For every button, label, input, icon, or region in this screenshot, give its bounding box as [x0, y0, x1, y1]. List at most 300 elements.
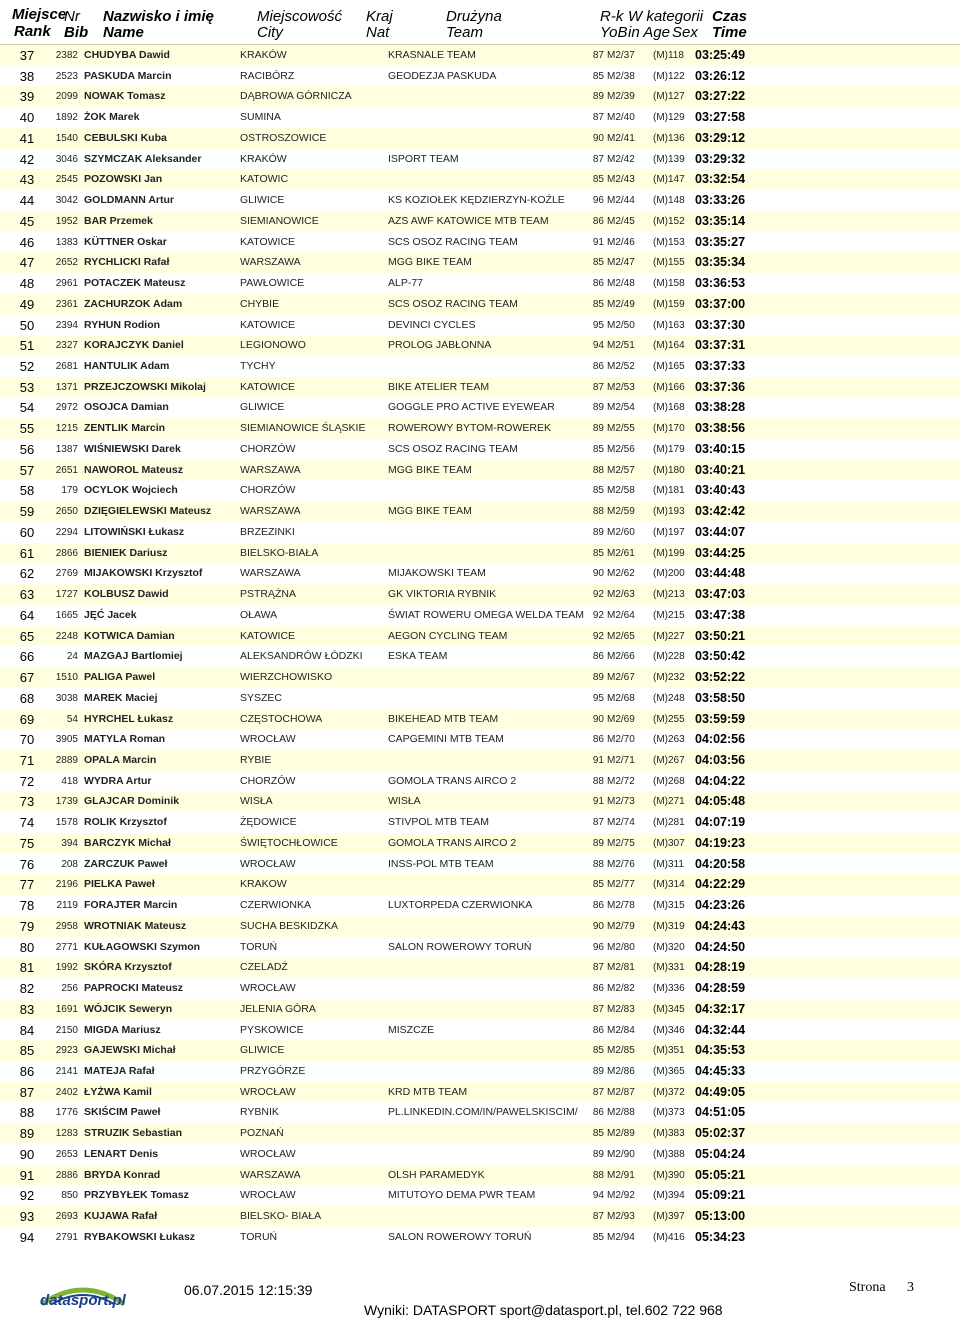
city-cell: WROCŁAW	[240, 857, 296, 870]
header-rk: R-k	[600, 8, 624, 25]
sex-rank-cell: (M)122	[653, 70, 685, 82]
results-credit: Wyniki: DATASPORT sport@datasport.pl, tel.602 722 968	[364, 1302, 723, 1318]
header-team-pl: Drużyna	[446, 8, 502, 25]
time-cell: 04:32:44	[695, 1022, 746, 1037]
team-cell: MGG BIKE TEAM	[388, 505, 472, 518]
rank-cell: 64	[19, 607, 35, 623]
yob-cell: 94	[592, 340, 604, 352]
bib-cell: 1892	[55, 112, 78, 124]
city-cell: SIEMIANOWICE	[240, 214, 319, 227]
yob-cell: 96	[592, 195, 604, 207]
bib-cell: 2382	[55, 50, 78, 61]
time-cell: 03:47:38	[695, 607, 746, 622]
result-row	[0, 833, 960, 854]
name-cell: ZARCZUK Paweł	[84, 857, 168, 870]
city-cell: ŚWIĘTOCHŁOWICE	[240, 836, 338, 849]
name-cell: PASKUDA Marcin	[84, 69, 172, 82]
city-cell: OSTROSZOWICE	[240, 131, 327, 144]
result-row	[0, 128, 960, 149]
yob-cell: 88	[592, 775, 604, 787]
yob-cell: 91	[592, 754, 604, 766]
result-row	[0, 315, 960, 336]
category-cell: M2/76	[607, 858, 635, 870]
yob-cell: 87	[592, 112, 604, 124]
category-cell: M2/86	[607, 1065, 635, 1077]
bib-cell: 2545	[55, 174, 78, 186]
rank-cell: 68	[19, 690, 35, 706]
time-cell: 04:19:23	[695, 835, 746, 850]
time-cell: 04:05:48	[695, 794, 746, 809]
bib-cell: 2651	[55, 464, 78, 476]
bib-cell: 179	[61, 485, 78, 497]
rank-cell: 74	[19, 815, 35, 831]
sex-rank-cell: (M)416	[653, 1231, 685, 1243]
name-cell: SZYMCZAK Aleksander	[84, 152, 202, 165]
yob-cell: 86	[592, 361, 604, 373]
bib-cell: 208	[61, 858, 78, 870]
print-date: 06.07.2015 12:15:39	[184, 1282, 313, 1298]
city-cell: KATOWICE	[240, 318, 296, 331]
result-row	[0, 232, 960, 253]
bib-cell: 1578	[55, 817, 78, 829]
yob-cell: 86	[592, 215, 604, 227]
bib-cell: 3905	[55, 734, 78, 746]
yob-cell: 91	[592, 236, 604, 248]
city-cell: WROCŁAW	[240, 1189, 296, 1202]
time-cell: 03:44:48	[695, 566, 746, 581]
header-cat-pl: W kategorii	[628, 8, 704, 25]
sex-rank-cell: (M)263	[653, 734, 685, 746]
sex-rank-cell: (M)255	[653, 713, 685, 725]
result-row	[0, 646, 960, 667]
team-cell: OLSH PARAMEDYK	[388, 1168, 485, 1181]
time-cell: 03:37:33	[695, 359, 746, 374]
name-cell: KOLBUSZ Dawid	[84, 588, 169, 601]
name-cell: NAWOROL Mateusz	[84, 463, 183, 476]
rank-cell: 52	[19, 359, 35, 375]
city-cell: LEGIONOWO	[240, 339, 306, 352]
yob-cell: 96	[592, 941, 604, 953]
category-cell: M2/88	[607, 1107, 635, 1119]
name-cell: DZIĘGIELEWSKI Mateusz	[84, 505, 212, 518]
name-cell: OCYLOK Wojciech	[84, 484, 178, 497]
city-cell: CHORZÓW	[240, 484, 296, 497]
name-cell: POZOWSKI Jan	[84, 173, 163, 186]
rank-cell: 87	[19, 1084, 35, 1100]
name-cell: NOWAK Tomasz	[84, 90, 166, 103]
result-row	[0, 999, 960, 1020]
name-cell: HYRCHEL Łukasz	[84, 712, 174, 725]
time-cell: 03:32:54	[695, 172, 746, 187]
team-cell: GK VIKTORIA RYBNIK	[388, 588, 497, 601]
time-cell: 04:22:29	[695, 877, 746, 892]
city-cell: BIELSKO-BIAŁA	[240, 546, 319, 559]
team-cell: PROLOG JABŁONNA	[388, 339, 492, 352]
city-cell: SIEMIANOWICE ŚLĄSKIE	[240, 422, 366, 435]
category-cell: M2/93	[607, 1211, 635, 1223]
name-cell: MATEJA Rafał	[84, 1064, 155, 1077]
time-cell: 03:44:25	[695, 545, 746, 560]
sex-rank-cell: (M)315	[653, 900, 685, 912]
rank-cell: 75	[19, 835, 35, 851]
sex-rank-cell: (M)180	[653, 464, 685, 476]
yob-cell: 87	[592, 381, 604, 393]
bib-cell: 1665	[55, 609, 78, 621]
rank-cell: 82	[19, 981, 35, 997]
bib-cell: 418	[61, 775, 78, 787]
category-cell: M2/43	[607, 174, 635, 186]
city-cell: WROCŁAW	[240, 1085, 296, 1098]
yob-cell: 90	[592, 713, 604, 725]
header-cat-en: in Age	[628, 24, 670, 41]
city-cell: POZNAŃ	[240, 1127, 284, 1140]
category-cell: M2/57	[607, 464, 635, 476]
time-cell: 05:13:00	[695, 1209, 746, 1224]
time-cell: 04:24:50	[695, 939, 746, 954]
rank-cell: 56	[19, 441, 35, 457]
header-team-en: Team	[446, 24, 483, 41]
yob-cell: 92	[592, 630, 604, 642]
time-cell: 03:44:07	[695, 524, 746, 539]
time-cell: 03:52:22	[695, 670, 746, 685]
team-cell: MGG BIKE TEAM	[388, 256, 472, 269]
time-cell: 04:23:26	[695, 898, 746, 913]
bib-cell: 2771	[55, 941, 78, 953]
rank-cell: 65	[19, 628, 35, 644]
yob-cell: 89	[592, 1148, 604, 1160]
rank-cell: 51	[19, 338, 35, 354]
sex-rank-cell: (M)267	[653, 754, 685, 766]
city-cell: KATOWIC	[240, 173, 289, 186]
header-sex: Sex	[672, 24, 698, 41]
bib-cell: 2652	[55, 257, 78, 269]
yob-cell: 89	[592, 1065, 604, 1077]
category-cell: M2/46	[607, 236, 635, 248]
category-cell: M2/84	[607, 1024, 635, 1036]
result-row	[0, 791, 960, 812]
rank-cell: 37	[19, 48, 35, 63]
name-cell: PALIGA Pawel	[84, 671, 156, 684]
sex-rank-cell: (M)147	[653, 174, 685, 186]
header-yob: YoB	[600, 24, 628, 41]
time-cell: 03:40:43	[695, 483, 746, 498]
team-cell: BIKE ATELIER TEAM	[388, 380, 490, 393]
category-cell: M2/70	[607, 734, 635, 746]
rank-cell: 50	[19, 317, 35, 333]
team-cell: ŚWIAT ROWERU OMEGA WELDA TEAM	[388, 608, 585, 621]
time-cell: 03:58:50	[695, 690, 746, 705]
rank-cell: 60	[19, 524, 35, 540]
result-row	[0, 460, 960, 481]
yob-cell: 86	[592, 734, 604, 746]
result-row	[0, 356, 960, 377]
result-row	[0, 957, 960, 978]
name-cell: KÜTTNER Oskar	[84, 235, 167, 248]
bib-cell: 2791	[55, 1231, 78, 1243]
rank-cell: 72	[19, 773, 35, 789]
category-cell: M2/78	[607, 900, 635, 912]
category-cell: M2/53	[607, 381, 635, 393]
bib-cell: 1691	[55, 1003, 78, 1015]
bib-cell: 1727	[55, 589, 78, 601]
rank-cell: 77	[19, 877, 35, 893]
name-cell: KUŁAGOWSKI Szymon	[84, 940, 201, 953]
header-bib-pl: Nr	[64, 8, 80, 25]
city-cell: SUMINA	[240, 111, 281, 124]
result-row	[0, 377, 960, 398]
city-cell: WROCŁAW	[240, 1147, 296, 1160]
name-cell: OPALA Marcin	[84, 753, 157, 766]
time-cell: 03:47:03	[695, 587, 746, 602]
city-cell: TORUŃ	[240, 940, 278, 953]
yob-cell: 86	[592, 983, 604, 995]
yob-cell: 92	[592, 589, 604, 601]
time-cell: 03:50:42	[695, 649, 746, 664]
team-cell: SALON ROWEROWY TORUŃ	[388, 940, 532, 953]
sex-rank-cell: (M)166	[653, 381, 685, 393]
time-cell: 03:35:14	[695, 213, 746, 228]
rank-cell: 76	[19, 856, 35, 872]
category-cell: M2/75	[607, 837, 635, 849]
time-cell: 05:04:24	[695, 1146, 746, 1161]
result-row	[0, 1040, 960, 1061]
rank-cell: 58	[19, 483, 35, 499]
sex-rank-cell: (M)164	[653, 340, 685, 352]
category-cell: M2/68	[607, 692, 635, 704]
sex-rank-cell: (M)159	[653, 298, 685, 310]
result-row	[0, 1082, 960, 1103]
category-cell: M2/90	[607, 1148, 635, 1160]
sex-rank-cell: (M)155	[653, 257, 685, 269]
bib-cell: 1371	[55, 381, 78, 393]
time-cell: 03:33:26	[695, 193, 746, 208]
sex-rank-cell: (M)351	[653, 1045, 685, 1057]
city-cell: CHORZÓW	[240, 442, 296, 455]
rank-cell: 46	[19, 234, 35, 250]
result-row	[0, 874, 960, 895]
yob-cell: 94	[592, 1190, 604, 1202]
sex-rank-cell: (M)228	[653, 651, 685, 663]
time-cell: 04:51:05	[695, 1105, 746, 1120]
yob-cell: 85	[592, 174, 604, 186]
rank-cell: 55	[19, 421, 35, 437]
result-row	[0, 1020, 960, 1041]
result-row	[0, 252, 960, 273]
yob-cell: 89	[592, 837, 604, 849]
category-cell: M2/87	[607, 1086, 635, 1098]
sex-rank-cell: (M)390	[653, 1169, 685, 1181]
yob-cell: 85	[592, 485, 604, 497]
name-cell: GAJEWSKI Michał	[84, 1044, 176, 1057]
time-cell: 03:29:32	[695, 151, 746, 166]
sex-rank-cell: (M)271	[653, 796, 685, 808]
result-row	[0, 543, 960, 564]
team-cell: PL.LINKEDIN.COM/IN/PAWELSKISCIM/	[388, 1106, 578, 1119]
city-cell: WARSZAWA	[240, 256, 301, 269]
time-cell: 04:03:56	[695, 752, 746, 767]
time-cell: 04:28:19	[695, 960, 746, 975]
name-cell: HANTULIK Adam	[84, 360, 170, 373]
city-cell: ALEKSANDRÓW ŁÓDZKI	[240, 650, 363, 663]
time-cell: 03:37:31	[695, 338, 746, 353]
result-row	[0, 1185, 960, 1206]
city-cell: CHORZÓW	[240, 774, 296, 787]
rank-cell: 83	[19, 1001, 35, 1017]
yob-cell: 86	[592, 900, 604, 912]
name-cell: PRZEJCZOWSKI Mikolaj	[84, 380, 206, 393]
yob-cell: 89	[592, 91, 604, 103]
name-cell: OSOJCA Damian	[84, 401, 169, 414]
result-row	[0, 563, 960, 584]
name-cell: ŻOK Marek	[84, 111, 140, 124]
rank-cell: 43	[19, 172, 35, 188]
result-row	[0, 107, 960, 128]
rank-cell: 54	[19, 400, 35, 416]
bib-cell: 2889	[55, 754, 78, 766]
bib-cell: 1387	[55, 443, 78, 455]
yob-cell: 89	[592, 423, 604, 435]
yob-cell: 92	[592, 609, 604, 621]
time-cell: 04:07:19	[695, 815, 746, 830]
sex-rank-cell: (M)158	[653, 278, 685, 290]
result-row	[0, 605, 960, 626]
sex-rank-cell: (M)213	[653, 589, 685, 601]
rank-cell: 42	[19, 151, 35, 167]
category-cell: M2/61	[607, 547, 635, 559]
time-cell: 04:24:43	[695, 918, 746, 933]
category-cell: M2/89	[607, 1128, 635, 1140]
city-cell: OŁAWA	[240, 608, 278, 621]
name-cell: KORAJCZYK Daniel	[84, 339, 184, 352]
category-cell: M2/85	[607, 1045, 635, 1057]
result-row	[0, 688, 960, 709]
yob-cell: 88	[592, 464, 604, 476]
rank-cell: 71	[19, 752, 35, 768]
page-footer	[0, 1270, 960, 1324]
time-cell: 03:40:15	[695, 441, 746, 456]
rank-cell: 90	[19, 1146, 35, 1162]
yob-cell: 85	[592, 547, 604, 559]
rank-cell: 69	[19, 711, 35, 727]
category-cell: M2/58	[607, 485, 635, 497]
sex-rank-cell: (M)215	[653, 609, 685, 621]
team-cell: MISZCZE	[388, 1023, 435, 1036]
name-cell: ZACHURZOK Adam	[84, 297, 183, 310]
result-row	[0, 86, 960, 107]
header-rank-en: Rank	[14, 23, 51, 40]
category-cell: M2/79	[607, 920, 635, 932]
rank-cell: 89	[19, 1126, 35, 1142]
sex-rank-cell: (M)268	[653, 775, 685, 787]
result-row	[0, 916, 960, 937]
rank-cell: 47	[19, 255, 35, 271]
rank-cell: 67	[19, 670, 35, 686]
name-cell: SKIŚCIM Paweł	[84, 1106, 161, 1119]
city-cell: ŻĘDOWICE	[240, 816, 297, 829]
name-cell: BIENIEK Dariusz	[84, 546, 168, 559]
rank-cell: 40	[19, 110, 35, 126]
sex-rank-cell: (M)193	[653, 506, 685, 518]
name-cell: KOTWICA Damian	[84, 629, 175, 642]
city-cell: RACIBÓRZ	[240, 69, 295, 82]
bib-cell: 1215	[55, 423, 78, 435]
city-cell: KATOWICE	[240, 235, 296, 248]
yob-cell: 85	[592, 1128, 604, 1140]
yob-cell: 86	[592, 651, 604, 663]
rank-cell: 45	[19, 213, 35, 229]
city-cell: WISŁA	[240, 795, 273, 808]
result-row	[0, 169, 960, 190]
sex-rank-cell: (M)139	[653, 153, 685, 165]
sex-rank-cell: (M)168	[653, 402, 685, 414]
bib-cell: 2886	[55, 1169, 78, 1181]
category-cell: M2/45	[607, 215, 635, 227]
team-cell: SCS OSOZ RACING TEAM	[388, 297, 518, 310]
sex-rank-cell: (M)320	[653, 941, 685, 953]
city-cell: SUCHA BESKIDZKA	[240, 919, 339, 932]
rank-cell: 73	[19, 794, 35, 810]
sex-rank-cell: (M)148	[653, 195, 685, 207]
city-cell: KRAKOW	[240, 878, 287, 891]
category-cell: M2/59	[607, 506, 635, 518]
result-row	[0, 1206, 960, 1227]
result-row	[0, 771, 960, 792]
time-cell: 04:20:58	[695, 856, 746, 871]
name-cell: WROTNIAK Mateusz	[84, 919, 187, 932]
city-cell: PAWŁOWICE	[240, 277, 305, 290]
result-row	[0, 729, 960, 750]
yob-cell: 87	[592, 1211, 604, 1223]
city-cell: TORUŃ	[240, 1230, 278, 1243]
bib-cell: 24	[66, 651, 78, 663]
name-cell: FORAJTER Marcin	[84, 899, 178, 912]
name-cell: BRYDA Konrad	[84, 1168, 161, 1181]
time-cell: 05:02:37	[695, 1126, 746, 1141]
time-cell: 04:28:59	[695, 981, 746, 996]
name-cell: LITOWIŃSKI Łukasz	[84, 525, 185, 538]
category-cell: M2/44	[607, 195, 635, 207]
results-header	[0, 0, 960, 45]
rank-cell: 93	[19, 1209, 35, 1225]
sex-rank-cell: (M)199	[653, 547, 685, 559]
yob-cell: 90	[592, 920, 604, 932]
bib-cell: 2119	[56, 900, 78, 912]
yob-cell: 87	[592, 1086, 604, 1098]
result-row	[0, 149, 960, 170]
result-row	[0, 626, 960, 647]
header-name-pl: Nazwisko i imię	[103, 8, 214, 25]
result-row	[0, 480, 960, 501]
bib-cell: 394	[61, 837, 78, 849]
header-city-en: City	[257, 24, 283, 41]
team-cell: GOGGLE PRO ACTIVE EYEWEAR	[388, 401, 555, 414]
result-row	[0, 522, 960, 543]
sex-rank-cell: (M)397	[653, 1211, 685, 1223]
category-cell: M2/40	[607, 112, 635, 124]
category-cell: M2/71	[607, 754, 635, 766]
team-cell: CAPGEMINI MTB TEAM	[388, 733, 504, 746]
header-bib-en: Bib	[64, 24, 89, 41]
city-cell: CHYBIE	[240, 297, 280, 310]
header-nat-pl: Kraj	[366, 8, 393, 25]
time-cell: 03:25:49	[695, 48, 746, 62]
yob-cell: 85	[592, 443, 604, 455]
name-cell: PAPROCKI Mateusz	[84, 982, 183, 995]
result-row	[0, 273, 960, 294]
name-cell: WÓJCIK Seweryn	[84, 1002, 173, 1015]
team-cell: SCS OSOZ RACING TEAM	[388, 235, 518, 248]
team-cell: GOMOLA TRANS AIRCO 2	[388, 836, 517, 849]
